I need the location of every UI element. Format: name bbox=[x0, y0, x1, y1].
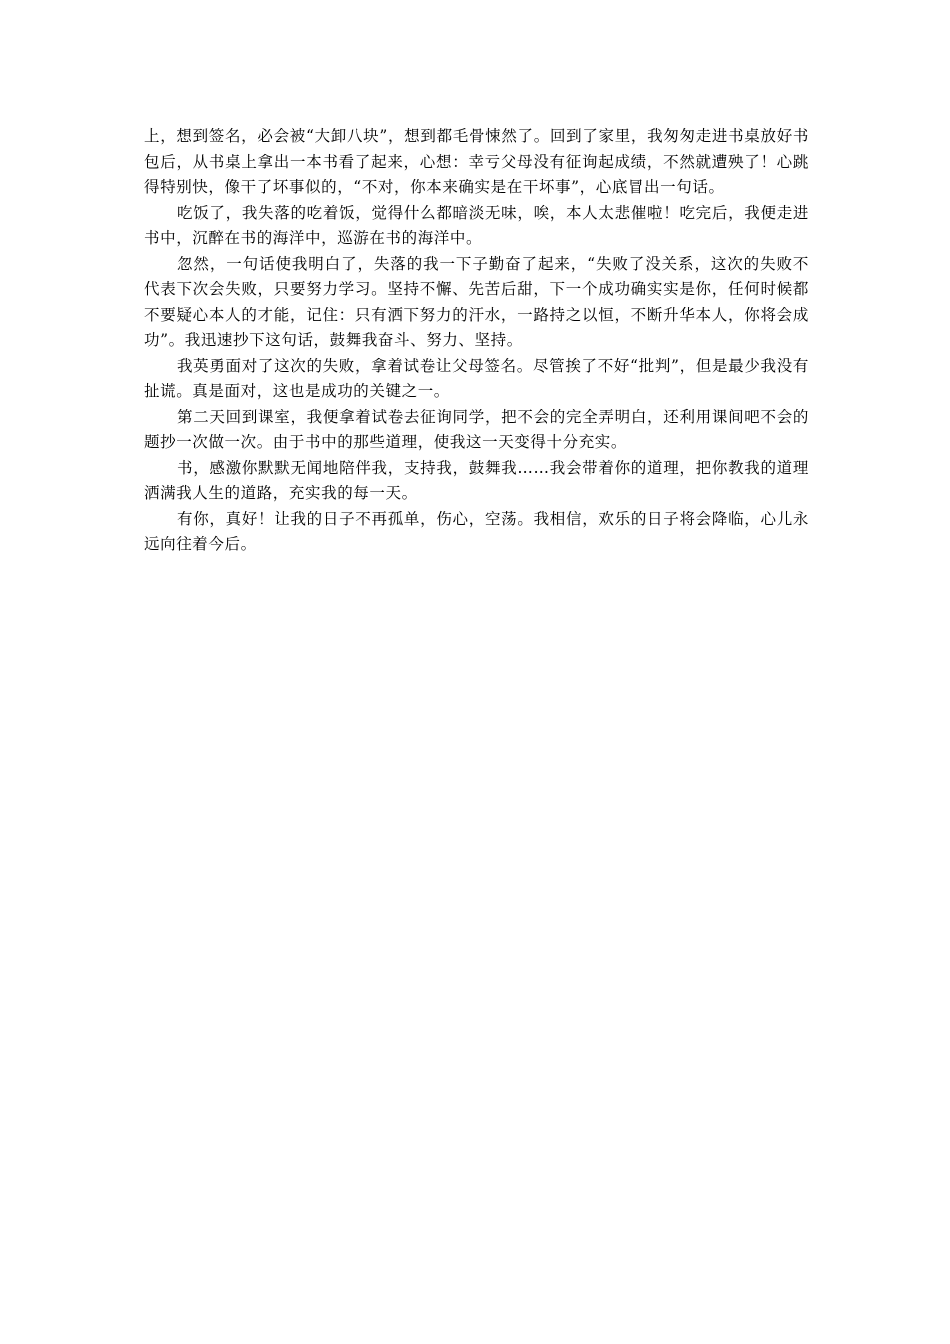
paragraph-7: 有你，真好！让我的日子不再孤单，伤心，空荡。我相信，欢乐的日子将会降临，心儿永远向往着今后。 bbox=[144, 509, 809, 553]
paragraph-1: 上，想到签名，必会被“大卸八块”，想到都毛骨悚然了。回到了家里，我匆匆走进书桌放好书包后，从书桌上拿出一本书看了起来，心想：幸亏父母没有征询起成绩，不然就遭殃了！心跳得特别快，像干了坏事似的，“不对，你本来确实是在干坏事”，心底冒出一句话。 bbox=[144, 127, 809, 196]
paragraph-4: 我英勇面对了这次的失败，拿着试卷让父母签名。尽管挨了不好“批判”，但是最少我没有扯谎。真是面对，这也是成功的关键之一。 bbox=[144, 356, 809, 400]
paragraph-3: 忽然，一句话使我明白了，失落的我一下子勤奋了起来，“失败了没关系，这次的失败不代表下次会失败，只要努力学习。坚持不懈、先苦后甜，下一个成功确实实是你，任何时候都不要疑心本人的才能，记住：只有洒下努力的汗水，一路持之以恒，不断升华本人，你将会成功”。我迅速抄下这句话，鼓舞我奋斗、努力、坚持。 bbox=[144, 254, 809, 349]
paragraph-5: 第二天回到课室，我便拿着试卷去征询同学，把不会的完全弄明白，还利用课间吧不会的题抄一次做一次。由于书中的那些道理，使我这一天变得十分充实。 bbox=[144, 407, 809, 451]
document-page bbox=[144, 124, 809, 558]
paragraph-2: 吃饭了，我失落的吃着饭，觉得什么都暗淡无味，唉，本人太悲催啦！吃完后，我便走进书中，沉醉在书的海洋中，巡游在书的海洋中。 bbox=[144, 203, 809, 247]
paragraph-6: 书，感激你默默无闻地陪伴我，支持我，鼓舞我……我会带着你的道理，把你教我的道理洒满我人生的道路，充实我的每一天。 bbox=[144, 458, 809, 502]
